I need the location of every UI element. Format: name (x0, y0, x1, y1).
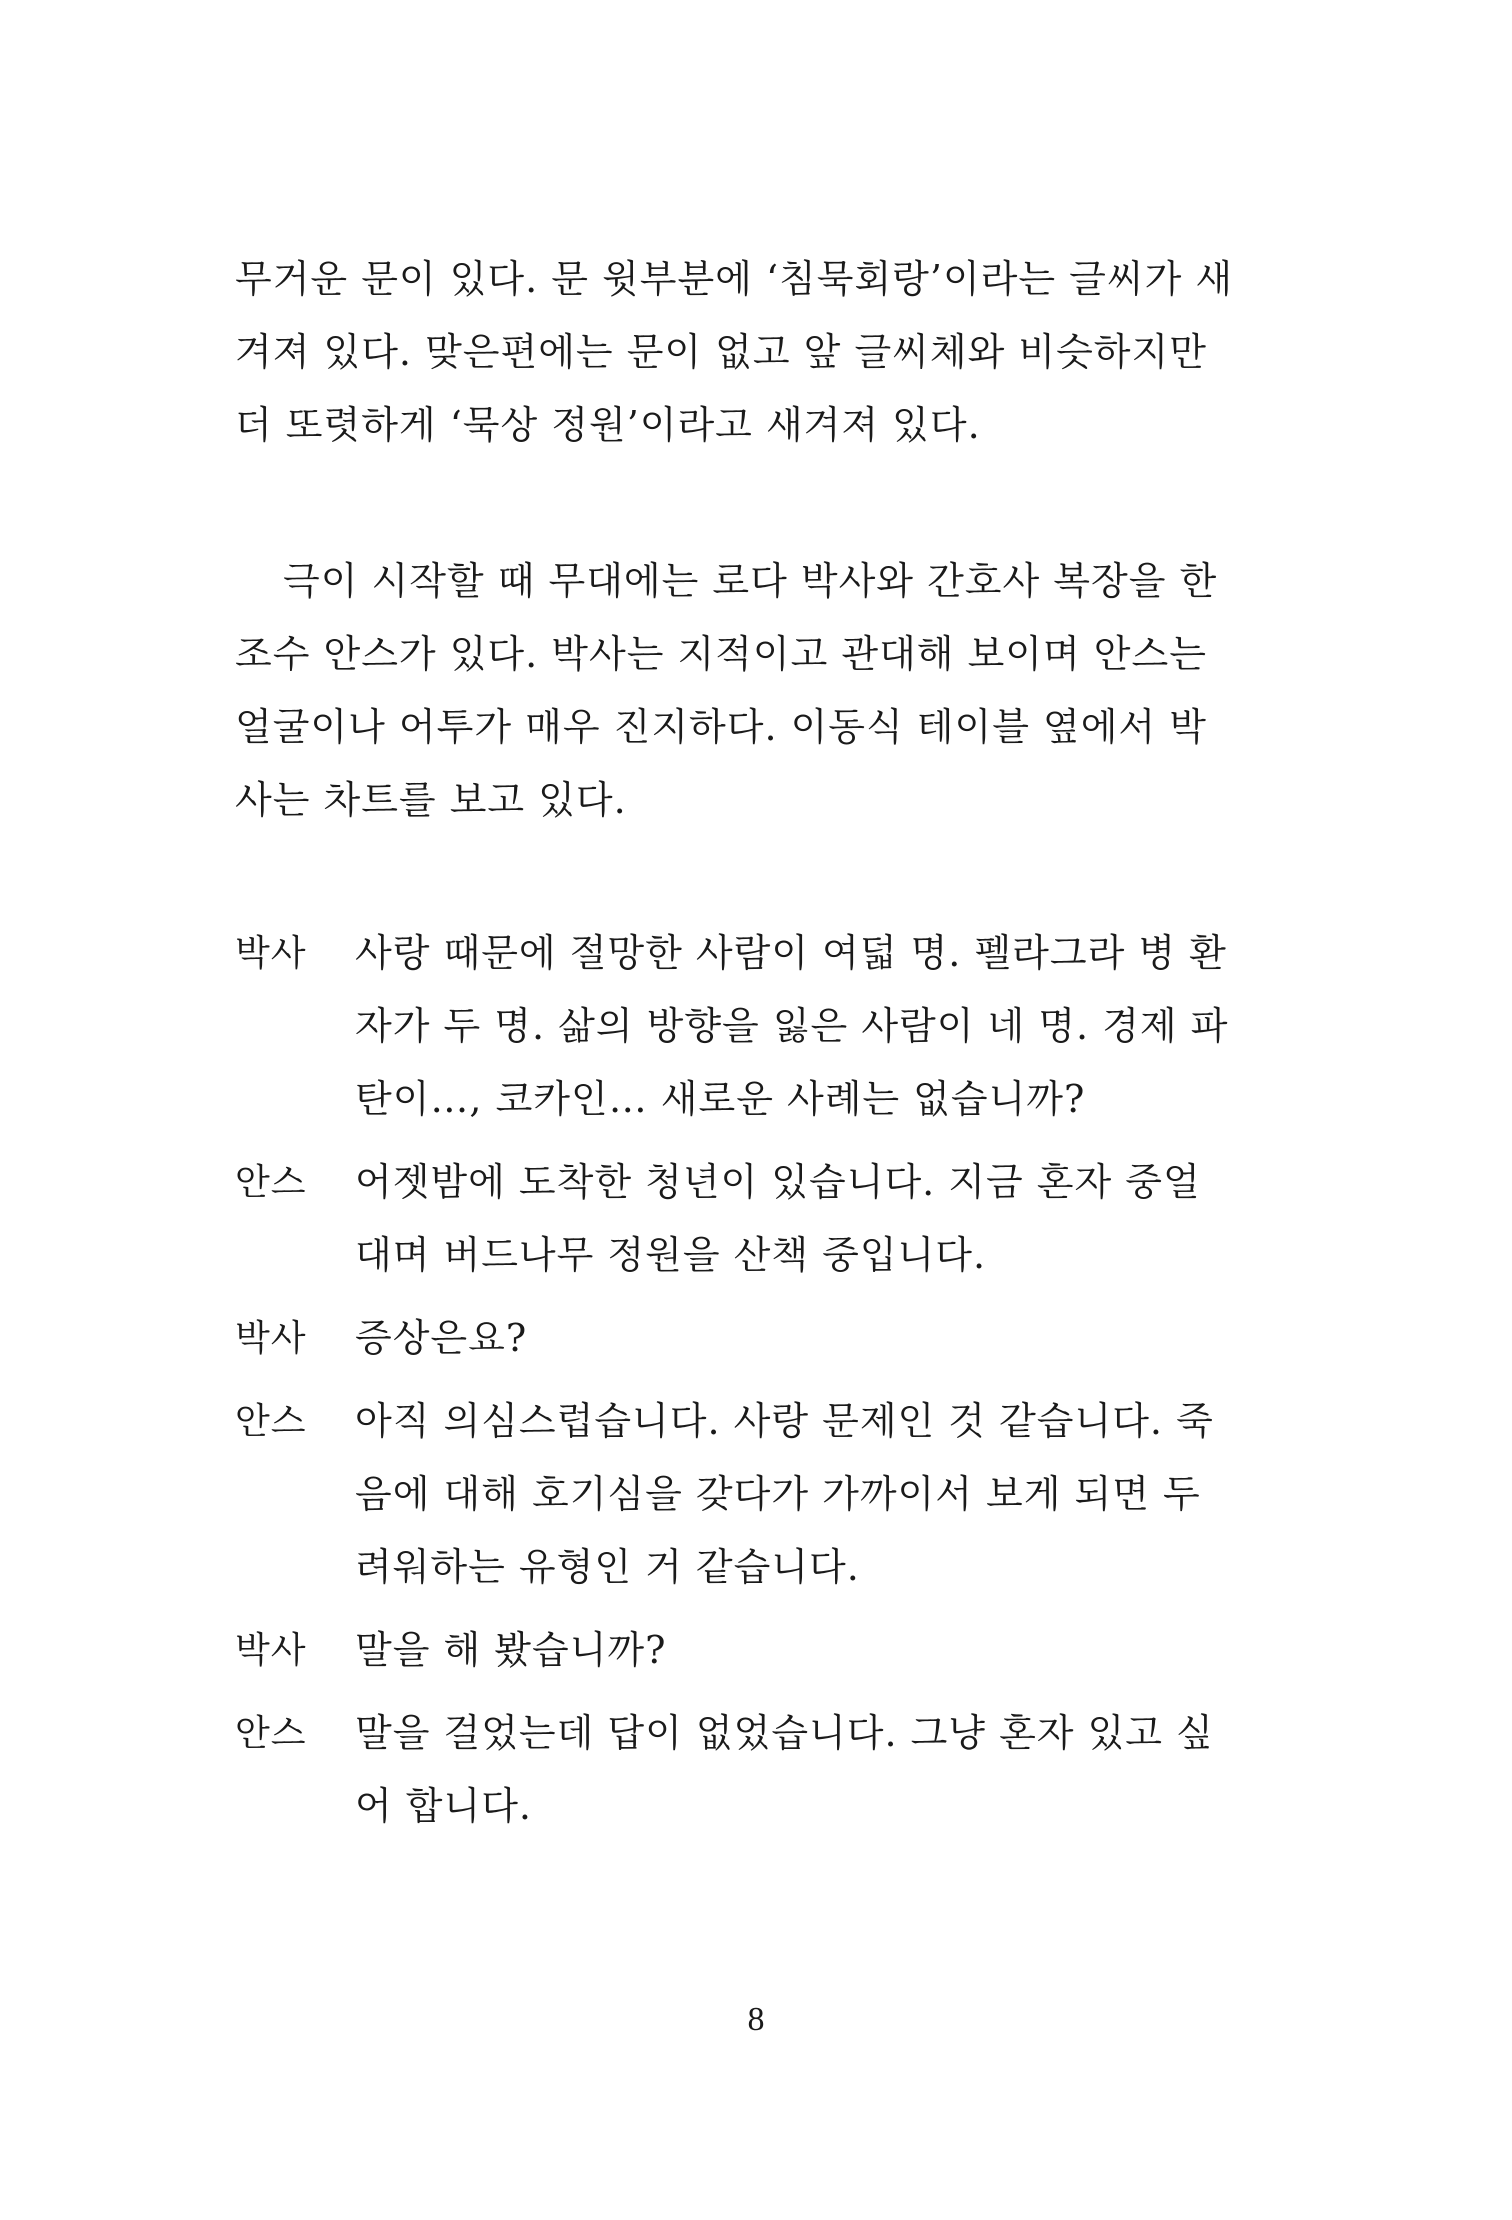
speaker-name: 박사 (235, 933, 307, 974)
text-line: 말을 걸었는데 답이 없었습니다. 그냥 혼자 있고 싶 (355, 1711, 1214, 1755)
page-number: 8 (747, 2001, 765, 2038)
dialogue-entry (235, 1697, 1214, 1843)
text-line: 더 또렷하게 ‘묵상 정원’이라고 새겨져 있다. (235, 403, 981, 447)
text-line: 려워하는 유형인 거 같습니다. (355, 1545, 860, 1589)
speaker-name: 안스 (235, 1713, 307, 1754)
text-line: 어 합니다. (355, 1784, 532, 1828)
stage-direction-paragraph-2 (235, 545, 1218, 837)
text-line: 조수 안스가 있다. 박사는 지적이고 관대해 보이며 안스는 (235, 632, 1207, 676)
text-line: 말을 해 봤습니까? (355, 1628, 667, 1672)
speaker-name: 안스 (235, 1401, 307, 1442)
dialogue-entry (235, 1614, 1175, 1687)
text-line: 극이 시작할 때 무대에는 로다 박사와 간호사 복장을 한 (283, 559, 1218, 603)
text-line: 무거운 문이 있다. 문 윗부분에 ‘침묵회랑’이라는 글씨가 새 (235, 257, 1234, 301)
speaker-name: 박사 (235, 1630, 307, 1671)
text-line: 사는 차트를 보고 있다. (235, 778, 627, 822)
stage-direction-paragraph-1 (235, 243, 1234, 462)
dialogue-entry (235, 1146, 1201, 1292)
text-line: 대며 버드나무 정원을 산책 중입니다. (355, 1233, 987, 1277)
speech-text (355, 917, 1229, 1136)
text-line: 사랑 때문에 절망한 사람이 여덟 명. 펠라그라 병 환 (355, 931, 1227, 975)
text-line: 어젯밤에 도착한 청년이 있습니다. 지금 혼자 중얼 (355, 1160, 1201, 1204)
text-line: 겨져 있다. 맞은편에는 문이 없고 앞 글씨체와 비슷하지만 (235, 330, 1207, 374)
text-line: 증상은요? (355, 1316, 528, 1360)
speaker-name: 박사 (235, 1318, 307, 1359)
text-line: 자가 두 명. 삶의 방향을 잃은 사람이 네 명. 경제 파 (355, 1004, 1229, 1048)
text-line: 음에 대해 호기심을 갖다가 가까이서 보게 되면 두 (355, 1472, 1201, 1516)
dialogue-entry (235, 1302, 1175, 1375)
speaker-name: 안스 (235, 1162, 307, 1203)
text-line: 탄이…, 코카인… 새로운 사례는 없습니까? (355, 1077, 1086, 1121)
text-line: 얼굴이나 어투가 매우 진지하다. 이동식 테이블 옆에서 박 (235, 705, 1207, 749)
speech-text (355, 1146, 1201, 1292)
dialogue-entry (235, 917, 1229, 1136)
speech-text (355, 1385, 1214, 1604)
dialogue-block (235, 917, 1229, 1853)
speech-text (355, 1614, 1175, 1687)
text-line: 아직 의심스럽습니다. 사랑 문제인 것 같습니다. 죽 (355, 1399, 1214, 1443)
speech-text (355, 1697, 1214, 1843)
dialogue-entry (235, 1385, 1214, 1604)
speech-text (355, 1302, 1175, 1375)
